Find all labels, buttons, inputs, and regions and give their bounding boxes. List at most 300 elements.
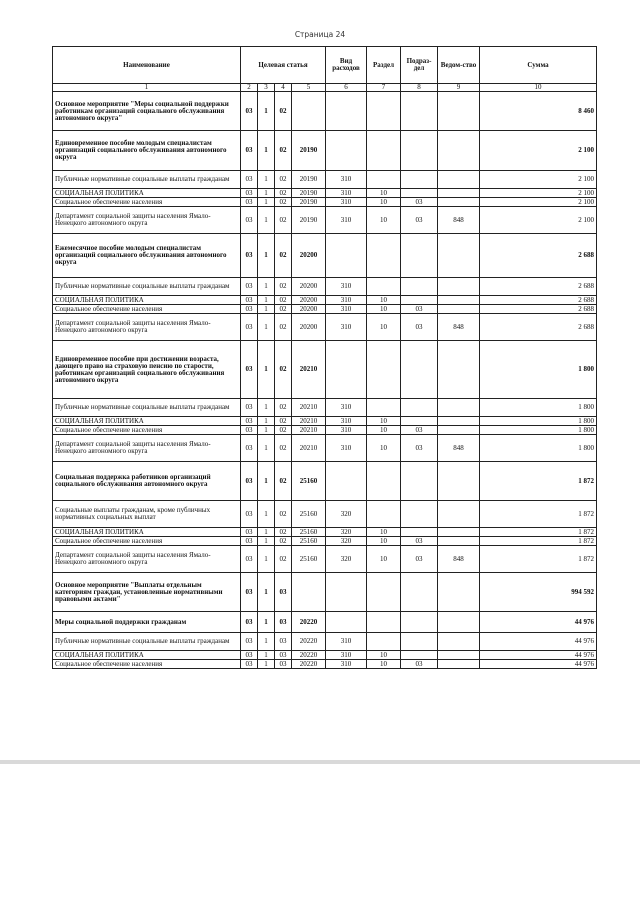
cell-direction: 20190	[292, 207, 326, 234]
cell-sum: 1 872	[480, 546, 597, 573]
cell-subprogram: 1	[258, 546, 275, 573]
header-subsection: Подраз-дел	[401, 47, 438, 84]
cell-direction: 20190	[292, 171, 326, 189]
cell-section: 10	[367, 417, 401, 426]
cell-expense-type: 310	[326, 278, 367, 296]
cell-subsection	[401, 417, 438, 426]
cell-subprogram: 1	[258, 189, 275, 198]
cell-activity: 02	[275, 435, 292, 462]
cell-name: Публичные нормативные социальные выплаты гражданам	[53, 171, 241, 189]
cell-sum: 2 100	[480, 131, 597, 171]
cell-activity: 02	[275, 537, 292, 546]
cell-activity: 02	[275, 546, 292, 573]
cell-activity: 02	[275, 198, 292, 207]
cell-program: 03	[241, 198, 258, 207]
cell-section: 10	[367, 546, 401, 573]
cell-subsection: 03	[401, 198, 438, 207]
cell-program: 03	[241, 528, 258, 537]
table-row	[53, 426, 597, 435]
cell-sum: 1 800	[480, 435, 597, 462]
cell-department: 848	[438, 207, 480, 234]
cell-subsection: 03	[401, 426, 438, 435]
cell-subprogram: 1	[258, 426, 275, 435]
cell-program: 03	[241, 189, 258, 198]
table-row	[53, 314, 597, 341]
cell-program: 03	[241, 234, 258, 278]
cell-expense-type: 310	[326, 651, 367, 660]
cell-section	[367, 633, 401, 651]
cell-program: 03	[241, 426, 258, 435]
cell-subprogram: 1	[258, 651, 275, 660]
cell-expense-type: 310	[326, 426, 367, 435]
cell-direction: 20200	[292, 305, 326, 314]
cell-name: СОЦИАЛЬНАЯ ПОЛИТИКА	[53, 528, 241, 537]
cell-name: Социальное обеспечение населения	[53, 426, 241, 435]
cell-sum: 2 100	[480, 207, 597, 234]
cell-department: 848	[438, 314, 480, 341]
budget-table	[52, 46, 597, 669]
cell-section	[367, 462, 401, 501]
cell-expense-type: 320	[326, 546, 367, 573]
cell-activity: 02	[275, 207, 292, 234]
table-row	[53, 573, 597, 612]
cell-department	[438, 417, 480, 426]
cell-expense-type: 310	[326, 305, 367, 314]
cell-expense-type	[326, 573, 367, 612]
cell-name: Основное мероприятие "Выплаты отдельным категориям граждан, установленные нормативными правовыми актами"	[53, 573, 241, 612]
cell-program: 03	[241, 546, 258, 573]
cell-name: Публичные нормативные социальные выплаты гражданам	[53, 278, 241, 296]
column-number: 3	[258, 84, 275, 92]
table-row	[53, 612, 597, 633]
cell-department	[438, 660, 480, 669]
cell-direction: 20200	[292, 234, 326, 278]
cell-section: 10	[367, 528, 401, 537]
cell-program: 03	[241, 537, 258, 546]
cell-subsection	[401, 612, 438, 633]
cell-activity: 03	[275, 573, 292, 612]
cell-subprogram: 1	[258, 501, 275, 528]
cell-sum: 2 688	[480, 314, 597, 341]
cell-sum: 1 800	[480, 417, 597, 426]
cell-program: 03	[241, 501, 258, 528]
cell-program: 03	[241, 435, 258, 462]
cell-subsection	[401, 92, 438, 131]
cell-program: 03	[241, 207, 258, 234]
cell-expense-type	[326, 92, 367, 131]
cell-expense-type: 310	[326, 171, 367, 189]
cell-expense-type: 310	[326, 399, 367, 417]
cell-program: 03	[241, 296, 258, 305]
cell-department	[438, 612, 480, 633]
cell-subprogram: 1	[258, 417, 275, 426]
cell-department	[438, 528, 480, 537]
cell-subsection	[401, 171, 438, 189]
cell-subsection: 03	[401, 435, 438, 462]
table-row	[53, 651, 597, 660]
column-number: 2	[241, 84, 258, 92]
cell-activity: 03	[275, 612, 292, 633]
cell-section: 10	[367, 314, 401, 341]
cell-subsection	[401, 462, 438, 501]
cell-section: 10	[367, 435, 401, 462]
cell-expense-type: 310	[326, 660, 367, 669]
cell-name: Департамент социальной защиты населения Ямало-Ненецкого автономного округа	[53, 207, 241, 234]
cell-program: 03	[241, 171, 258, 189]
cell-section	[367, 92, 401, 131]
table-row	[53, 92, 597, 131]
cell-name: Социальное обеспечение населения	[53, 198, 241, 207]
cell-subsection: 03	[401, 546, 438, 573]
cell-department	[438, 198, 480, 207]
cell-subsection: 03	[401, 314, 438, 341]
cell-section	[367, 131, 401, 171]
cell-direction: 25160	[292, 462, 326, 501]
header-section: Раздел	[367, 47, 401, 84]
cell-subsection	[401, 234, 438, 278]
cell-section	[367, 278, 401, 296]
cell-name: Единовременное пособие молодым специалистам организаций социального обслуживания автономного округа	[53, 131, 241, 171]
column-number-row	[53, 84, 597, 92]
table-row	[53, 546, 597, 573]
cell-activity: 02	[275, 417, 292, 426]
cell-program: 03	[241, 305, 258, 314]
cell-subprogram: 1	[258, 171, 275, 189]
cell-activity: 02	[275, 399, 292, 417]
header-target-article: Целевая статья	[241, 47, 326, 84]
table-row	[53, 131, 597, 171]
cell-sum: 2 688	[480, 234, 597, 278]
cell-subprogram: 1	[258, 278, 275, 296]
cell-sum: 44 976	[480, 660, 597, 669]
table-row	[53, 501, 597, 528]
cell-expense-type	[326, 462, 367, 501]
cell-expense-type	[326, 341, 367, 399]
cell-section	[367, 234, 401, 278]
cell-direction: 20220	[292, 612, 326, 633]
cell-activity: 02	[275, 305, 292, 314]
cell-sum: 1 872	[480, 462, 597, 501]
cell-program: 03	[241, 633, 258, 651]
cell-subprogram: 1	[258, 528, 275, 537]
table-row	[53, 296, 597, 305]
cell-direction: 20190	[292, 131, 326, 171]
cell-section: 10	[367, 537, 401, 546]
table-row	[53, 189, 597, 198]
cell-program: 03	[241, 92, 258, 131]
cell-section: 10	[367, 426, 401, 435]
cell-activity: 02	[275, 189, 292, 198]
column-number: 6	[326, 84, 367, 92]
table-row	[53, 278, 597, 296]
cell-subsection	[401, 633, 438, 651]
table-row	[53, 660, 597, 669]
cell-name: СОЦИАЛЬНАЯ ПОЛИТИКА	[53, 651, 241, 660]
cell-section	[367, 399, 401, 417]
header-name: Наименование	[53, 47, 241, 84]
cell-department	[438, 573, 480, 612]
header-row	[53, 47, 597, 84]
cell-direction: 20190	[292, 198, 326, 207]
cell-activity: 02	[275, 171, 292, 189]
cell-subsection	[401, 341, 438, 399]
cell-department	[438, 651, 480, 660]
cell-section: 10	[367, 651, 401, 660]
table-row	[53, 417, 597, 426]
cell-program: 03	[241, 612, 258, 633]
cell-department	[438, 131, 480, 171]
cell-program: 03	[241, 660, 258, 669]
cell-activity: 02	[275, 341, 292, 399]
cell-subsection	[401, 651, 438, 660]
cell-department	[438, 92, 480, 131]
cell-name: СОЦИАЛЬНАЯ ПОЛИТИКА	[53, 189, 241, 198]
cell-subprogram: 1	[258, 131, 275, 171]
scan-edge-strip	[0, 760, 640, 764]
cell-direction: 20200	[292, 278, 326, 296]
column-number: 8	[401, 84, 438, 92]
cell-subprogram: 1	[258, 198, 275, 207]
header-sum: Сумма	[480, 47, 597, 84]
cell-section	[367, 573, 401, 612]
cell-program: 03	[241, 341, 258, 399]
cell-expense-type: 320	[326, 528, 367, 537]
cell-direction: 25160	[292, 537, 326, 546]
table-row	[53, 171, 597, 189]
cell-activity: 02	[275, 314, 292, 341]
column-number: 7	[367, 84, 401, 92]
cell-expense-type	[326, 234, 367, 278]
cell-direction: 20190	[292, 189, 326, 198]
page-number-label: Страница 24	[294, 30, 346, 39]
table-row	[53, 234, 597, 278]
cell-department	[438, 633, 480, 651]
cell-program: 03	[241, 651, 258, 660]
cell-name: СОЦИАЛЬНАЯ ПОЛИТИКА	[53, 296, 241, 305]
column-number: 4	[275, 84, 292, 92]
cell-expense-type: 310	[326, 207, 367, 234]
cell-sum: 1 800	[480, 341, 597, 399]
table-row	[53, 341, 597, 399]
cell-activity: 02	[275, 92, 292, 131]
cell-section	[367, 341, 401, 399]
cell-section: 10	[367, 305, 401, 314]
cell-sum: 2 100	[480, 198, 597, 207]
cell-section: 10	[367, 198, 401, 207]
cell-section	[367, 612, 401, 633]
cell-direction: 25160	[292, 528, 326, 537]
cell-subsection	[401, 131, 438, 171]
cell-expense-type: 320	[326, 537, 367, 546]
cell-department	[438, 537, 480, 546]
cell-direction: 20210	[292, 399, 326, 417]
cell-direction	[292, 92, 326, 131]
cell-program: 03	[241, 462, 258, 501]
cell-subprogram: 1	[258, 399, 275, 417]
cell-name: СОЦИАЛЬНАЯ ПОЛИТИКА	[53, 417, 241, 426]
cell-expense-type: 310	[326, 417, 367, 426]
cell-program: 03	[241, 573, 258, 612]
column-number: 1	[53, 84, 241, 92]
cell-department	[438, 399, 480, 417]
cell-activity: 03	[275, 651, 292, 660]
cell-section: 10	[367, 660, 401, 669]
cell-section: 10	[367, 189, 401, 198]
cell-sum: 2 688	[480, 278, 597, 296]
cell-subprogram: 1	[258, 296, 275, 305]
column-number: 9	[438, 84, 480, 92]
cell-name: Социальное обеспечение населения	[53, 537, 241, 546]
cell-program: 03	[241, 417, 258, 426]
cell-name: Социальная поддержка работников организаций социального обслуживания автономного округа	[53, 462, 241, 501]
cell-subprogram: 1	[258, 573, 275, 612]
cell-department	[438, 462, 480, 501]
cell-subprogram: 1	[258, 462, 275, 501]
cell-subsection: 03	[401, 537, 438, 546]
budget-table-body	[53, 92, 597, 669]
table-row	[53, 633, 597, 651]
table-row	[53, 528, 597, 537]
cell-section	[367, 501, 401, 528]
cell-expense-type: 310	[326, 435, 367, 462]
cell-department	[438, 341, 480, 399]
cell-sum: 2 100	[480, 171, 597, 189]
cell-department	[438, 189, 480, 198]
table-row	[53, 399, 597, 417]
cell-sum: 44 976	[480, 651, 597, 660]
cell-subsection	[401, 501, 438, 528]
cell-name: Социальные выплаты гражданам, кроме публичных нормативных социальных выплат	[53, 501, 241, 528]
cell-sum: 44 976	[480, 612, 597, 633]
cell-sum: 8 460	[480, 92, 597, 131]
cell-department	[438, 278, 480, 296]
cell-expense-type	[326, 131, 367, 171]
cell-direction: 20220	[292, 651, 326, 660]
cell-subprogram: 1	[258, 92, 275, 131]
cell-activity: 02	[275, 131, 292, 171]
cell-activity: 02	[275, 426, 292, 435]
cell-name: Департамент социальной защиты населения Ямало-Ненецкого автономного округа	[53, 546, 241, 573]
cell-name: Публичные нормативные социальные выплаты гражданам	[53, 399, 241, 417]
cell-name: Меры социальной поддержки гражданам	[53, 612, 241, 633]
cell-direction: 20210	[292, 417, 326, 426]
cell-subsection	[401, 278, 438, 296]
cell-direction: 20220	[292, 633, 326, 651]
cell-direction: 25160	[292, 546, 326, 573]
cell-direction: 20210	[292, 341, 326, 399]
cell-name: Основное мероприятие "Меры социальной поддержки работникам организаций социального обслуживания автономного округа"	[53, 92, 241, 131]
cell-expense-type: 310	[326, 189, 367, 198]
cell-expense-type	[326, 612, 367, 633]
cell-activity: 03	[275, 660, 292, 669]
cell-activity: 02	[275, 296, 292, 305]
table-row	[53, 537, 597, 546]
cell-sum: 1 872	[480, 528, 597, 537]
cell-subprogram: 1	[258, 660, 275, 669]
cell-section	[367, 171, 401, 189]
cell-program: 03	[241, 399, 258, 417]
cell-direction: 20220	[292, 660, 326, 669]
cell-subsection	[401, 189, 438, 198]
cell-name: Ежемесячное пособие молодым специалистам организаций социального обслуживания автономного округа	[53, 234, 241, 278]
cell-department: 848	[438, 435, 480, 462]
table-row	[53, 198, 597, 207]
cell-subprogram: 1	[258, 537, 275, 546]
cell-department	[438, 234, 480, 278]
table-row	[53, 305, 597, 314]
table-row	[53, 462, 597, 501]
cell-section: 10	[367, 296, 401, 305]
cell-department	[438, 426, 480, 435]
cell-expense-type: 310	[326, 198, 367, 207]
cell-department	[438, 305, 480, 314]
cell-sum: 2 688	[480, 296, 597, 305]
cell-name: Единовременное пособие при достижении возраста, дающего право на страховую пенсию по старости, работникам организаций социального обслуживания автономного округа	[53, 341, 241, 399]
cell-sum: 1 800	[480, 426, 597, 435]
cell-name: Публичные нормативные социальные выплаты гражданам	[53, 633, 241, 651]
cell-section: 10	[367, 207, 401, 234]
table-row	[53, 207, 597, 234]
cell-department	[438, 501, 480, 528]
cell-sum: 994 592	[480, 573, 597, 612]
header-department: Ведом-ство	[438, 47, 480, 84]
cell-subprogram: 1	[258, 435, 275, 462]
column-number: 5	[292, 84, 326, 92]
cell-department	[438, 171, 480, 189]
cell-expense-type: 310	[326, 633, 367, 651]
cell-subsection	[401, 528, 438, 537]
cell-subprogram: 1	[258, 314, 275, 341]
cell-department	[438, 296, 480, 305]
cell-activity: 02	[275, 528, 292, 537]
cell-direction: 20200	[292, 314, 326, 341]
table-row	[53, 435, 597, 462]
cell-name: Социальное обеспечение населения	[53, 305, 241, 314]
cell-sum: 44 976	[480, 633, 597, 651]
cell-direction: 20200	[292, 296, 326, 305]
cell-program: 03	[241, 314, 258, 341]
cell-sum: 1 872	[480, 537, 597, 546]
cell-subprogram: 1	[258, 207, 275, 234]
cell-subsection	[401, 573, 438, 612]
cell-subsection: 03	[401, 305, 438, 314]
cell-name: Департамент социальной защиты населения Ямало-Ненецкого автономного округа	[53, 314, 241, 341]
cell-subprogram: 1	[258, 633, 275, 651]
cell-direction: 25160	[292, 501, 326, 528]
cell-subsection	[401, 399, 438, 417]
cell-activity: 02	[275, 462, 292, 501]
cell-direction: 20210	[292, 435, 326, 462]
cell-subprogram: 1	[258, 341, 275, 399]
cell-subprogram: 1	[258, 612, 275, 633]
cell-expense-type: 310	[326, 296, 367, 305]
cell-name: Департамент социальной защиты населения Ямало-Ненецкого автономного округа	[53, 435, 241, 462]
cell-activity: 02	[275, 501, 292, 528]
cell-program: 03	[241, 278, 258, 296]
cell-sum: 1 800	[480, 399, 597, 417]
cell-program: 03	[241, 131, 258, 171]
cell-subsection	[401, 296, 438, 305]
cell-subprogram: 1	[258, 234, 275, 278]
cell-expense-type: 320	[326, 501, 367, 528]
cell-subprogram: 1	[258, 305, 275, 314]
cell-subsection: 03	[401, 207, 438, 234]
column-number: 10	[480, 84, 597, 92]
cell-activity: 02	[275, 278, 292, 296]
header-expense-type: Вид расходов	[326, 47, 367, 84]
cell-direction: 20210	[292, 426, 326, 435]
cell-sum: 2 688	[480, 305, 597, 314]
